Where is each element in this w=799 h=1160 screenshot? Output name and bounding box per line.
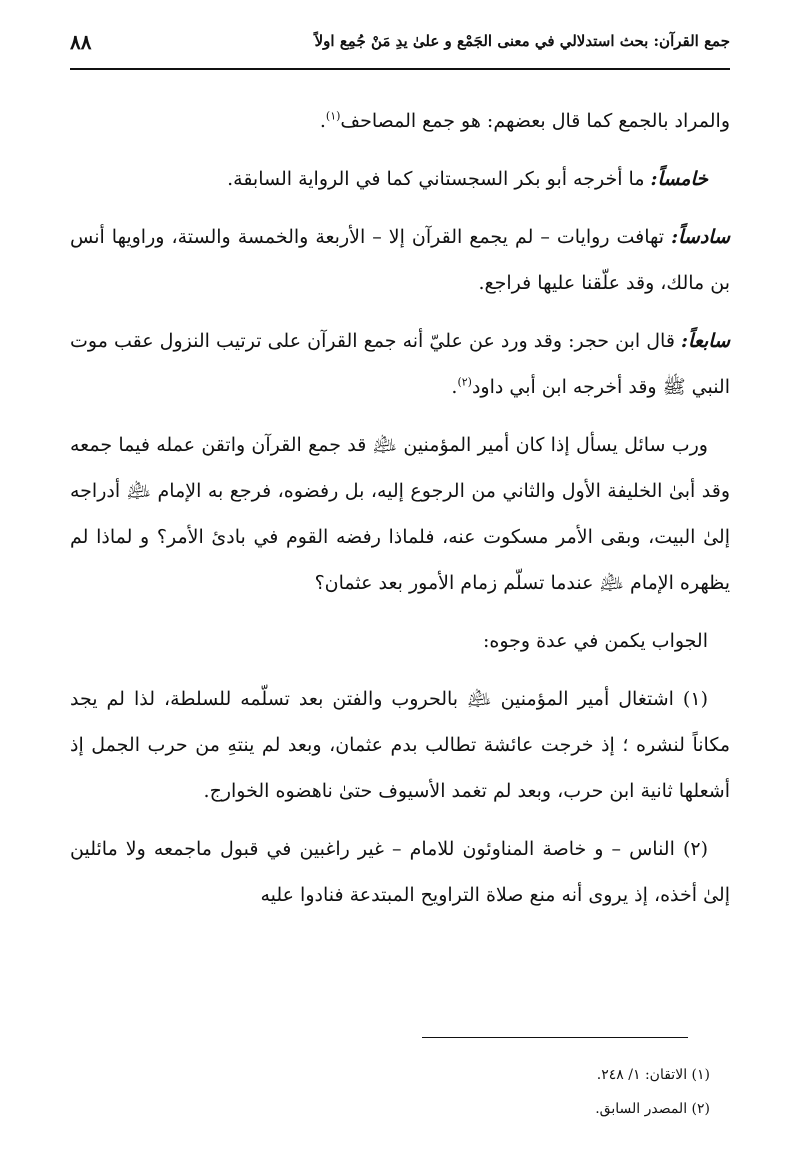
header-rule xyxy=(70,68,730,70)
footnote: (٢) المصدر السابق. xyxy=(595,1101,710,1117)
page-number: ٨٨ xyxy=(70,30,92,54)
enumeration-lead: سابعاً: xyxy=(681,330,730,352)
paragraph-end: . xyxy=(319,110,326,132)
paragraph xyxy=(70,98,730,144)
paragraph-end: . xyxy=(451,376,458,398)
running-header xyxy=(70,26,730,62)
running-title: جمع القرآن: بحث استدلالي في معنى الجَمْع و علىٰ يدِ مَنْ جُمِع اولاً xyxy=(314,32,730,50)
paragraph: ورب سائل يسأل إذا كان أمير المؤمنين ﵇ قد جمع القرآن واتقن عمله فيما جمعه وقد أبىٰ الخليفة الأول والثاني من الرجوع إليه، بل رفضوه، فرجع به الإمام ﵇ أدراجه إلىٰ البيت، وبقى الأمر مسكوت عنه، فلماذا رفضه القوم في بادئ الأمر؟ و لماذا لم يظهره الإمام ﵇ عندما تسلّم زمام الأمور بعد عثمان؟ xyxy=(70,434,730,594)
footnote-rule xyxy=(422,1037,688,1038)
paragraph xyxy=(70,214,730,306)
enumeration-lead: سادساً: xyxy=(671,226,730,248)
paragraph: (١) اشتغال أمير المؤمنين ﵇ بالحروب والفتن بعد تسلّمه للسلطة، لذا لم يجد مكاناً لنشره ؛ إذ خرجت عائشة تطالب بدم عثمان، وبعد لم ينتهِ من حرب الجمل إذ أشعلها ثانية ابن حرب، وبعد لم تغمد الأسيوف حتىٰ ناهضوه الخوارج. xyxy=(70,688,730,802)
paragraph: (٢) الناس – و خاصة المناوئون للامام – غير راغبين في قبول ماجمعه ولا مائلين إلىٰ أخذه، إذ يروى أنه منع صلاة التراويح المبتدعة فنادوا عليه xyxy=(70,838,730,906)
footnote-ref: (٢) xyxy=(457,375,472,389)
paragraph-text: والمراد بالجمع كما قال بعضهم: هو جمع المصاحف xyxy=(340,110,730,132)
paragraph-text: ما أخرجه أبو بكر السجستاني كما في الرواية السابقة. xyxy=(227,168,651,190)
paragraph xyxy=(70,318,730,410)
footnotes xyxy=(70,1058,710,1126)
enumeration-lead: خامساً: xyxy=(650,168,708,190)
footnote: (١) الاتقان: ١/ ٢٤٨. xyxy=(596,1067,710,1083)
body-text xyxy=(70,98,730,930)
paragraph-text: تهافت روايات – لم يجمع القرآن إلا – الأربعة والخمسة والستة، وراويها أنس بن مالك، وقد علّقنا عليها فراجع. xyxy=(70,226,730,294)
footnote-ref: (١) xyxy=(325,109,341,123)
paragraph xyxy=(70,156,730,202)
paragraph-text: قال ابن حجر: وقد ورد عن عليّ أنه جمع القرآن على ترتيب النزول عقب موت النبي ﷺ وقد أخرجه ابن أبي داود xyxy=(70,330,730,398)
paragraph: الجواب يكمن في عدة وجوه: xyxy=(483,630,708,652)
